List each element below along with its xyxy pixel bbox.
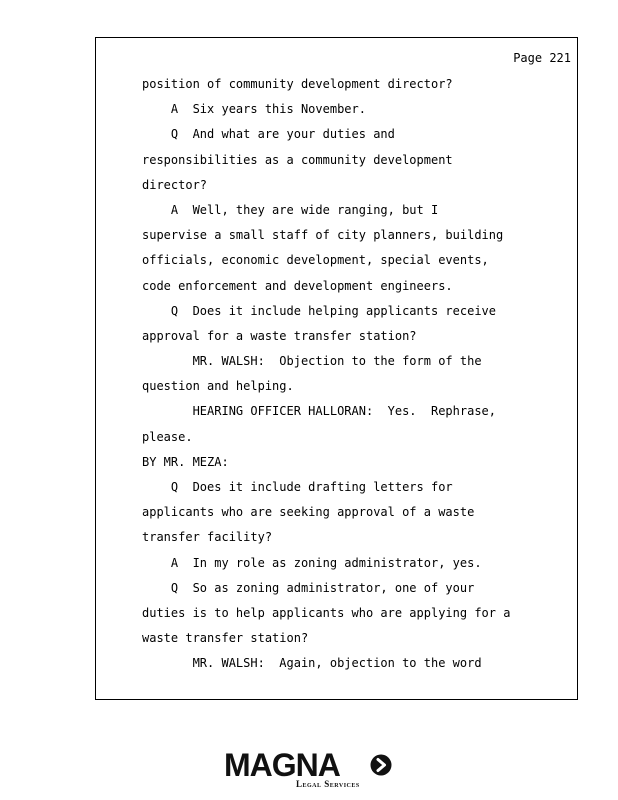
transcript-line: Q So as zoning administrator, one of your bbox=[142, 580, 475, 595]
transcript-line: code enforcement and development engineers. bbox=[142, 278, 453, 293]
transcript-line: director? bbox=[142, 177, 208, 192]
transcript-line: A Well, they are wide ranging, but I bbox=[142, 202, 439, 217]
transcript-line: transfer facility? bbox=[142, 530, 273, 545]
transcript-line: applicants who are seeking approval of a waste bbox=[142, 505, 475, 520]
transcript-line: MR. WALSH: Again, objection to the word bbox=[142, 656, 482, 671]
transcript-line: BY MR. MEZA: bbox=[142, 454, 229, 469]
transcript-line: approval for a waste transfer station? bbox=[142, 328, 417, 343]
chevron-right-circle-icon bbox=[370, 754, 392, 776]
transcript-line: please. bbox=[142, 429, 193, 444]
logo-wordmark: MAGNA bbox=[224, 747, 340, 783]
transcript-line: Q Does it include drafting letters for bbox=[142, 480, 453, 494]
transcript-line: duties is to help applicants who are applying for a bbox=[142, 605, 511, 620]
magna-logo bbox=[224, 748, 399, 794]
transcript-line: waste transfer station? bbox=[142, 631, 309, 646]
transcript-line: Q And what are your duties and bbox=[142, 127, 395, 142]
transcript-body bbox=[142, 72, 572, 677]
page-number: Page 221 bbox=[513, 51, 571, 65]
transcript-line: supervise a small staff of city planners, building bbox=[142, 228, 504, 243]
transcript-line: HEARING OFFICER HALLORAN: Yes. Rephrase, bbox=[142, 404, 497, 419]
transcript-line: officials, economic development, special events, bbox=[142, 253, 489, 268]
transcript-line: MR. WALSH: Objection to the form of the bbox=[142, 354, 482, 369]
transcript-line: responsibilities as a community development bbox=[142, 152, 453, 167]
transcript-line: A Six years this November. bbox=[142, 102, 366, 117]
transcript-line: question and helping. bbox=[142, 379, 294, 394]
transcript-line: A In my role as zoning administrator, yes. bbox=[142, 555, 482, 570]
transcript-line: position of community development director? bbox=[142, 77, 453, 91]
transcript-line: Q Does it include helping applicants receive bbox=[142, 303, 497, 318]
transcript-page bbox=[95, 37, 578, 700]
logo-subtitle: Legal Services bbox=[296, 779, 360, 789]
